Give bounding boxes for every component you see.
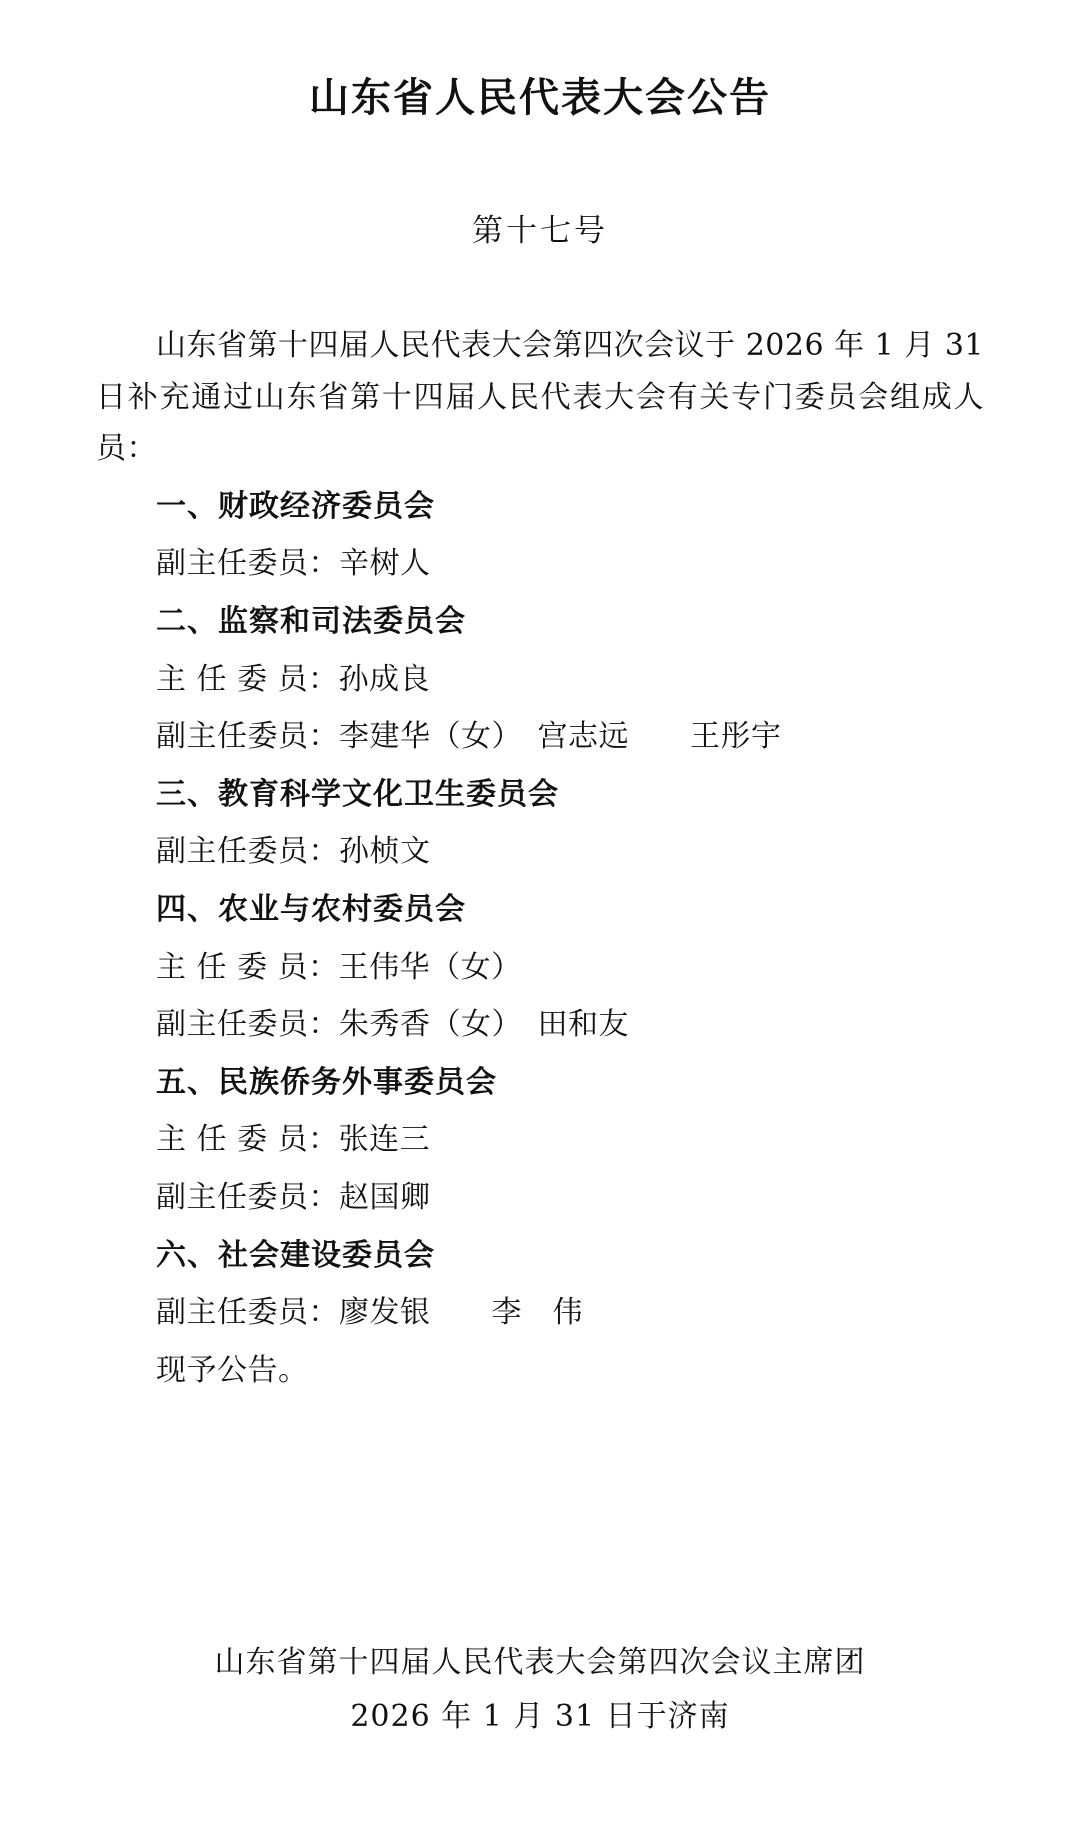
section-entry: 副主任委员：赵国卿 [156, 1179, 431, 1215]
section-heading: 六、社会建设委员会 [156, 1237, 435, 1273]
page-title: 山东省人民代表大会公告 [309, 75, 771, 121]
section-heading: 三、教育科学文化卫生委员会 [156, 776, 559, 812]
section-heading: 四、农业与农村委员会 [156, 891, 466, 927]
section-heading: 五、民族侨务外事委员会 [156, 1064, 497, 1100]
section-education-science-culture-health [96, 769, 984, 878]
document-body [96, 320, 984, 1396]
signature-block [96, 1636, 984, 1783]
intro-paragraph: 山东省第十四届人民代表大会第四次会议于 2026 年 1 月 31 日补充通过山东省第十四届人民代表大会有关专门委员会组成人员： [96, 328, 984, 467]
section-financial-economic [96, 481, 984, 590]
section-entry: 副主任委员：孙桢文 [156, 834, 431, 870]
section-ethnic-overseas-foreign-affairs [96, 1057, 984, 1224]
closing-statement: 现予公告。 [156, 1352, 309, 1388]
section-entry: 主 任 委 员：王伟华（女） [156, 949, 522, 985]
section-social-construction [96, 1230, 984, 1339]
section-entry: 主 任 委 员：张连三 [156, 1122, 431, 1158]
section-entry: 副主任委员：李建华（女） 宫志远 王彤宇 [156, 719, 782, 755]
section-agriculture-rural [96, 884, 984, 1051]
section-entry: 主 任 委 员：孙成良 [156, 661, 431, 697]
section-entry: 副主任委员：廖发银 李 伟 [156, 1295, 583, 1331]
section-supervisory-judicial [96, 596, 984, 763]
signature-date: 2026 年 1 月 31 日于济南 [350, 1698, 730, 1734]
section-entry: 副主任委员：朱秀香（女） 田和友 [156, 1007, 629, 1043]
document-number: 第十七号 [472, 213, 608, 249]
section-heading: 一、财政经济委员会 [156, 488, 435, 524]
section-heading: 二、监察和司法委员会 [156, 603, 466, 639]
section-entry: 副主任委员：辛树人 [156, 546, 431, 582]
signature-issuer: 山东省第十四届人民代表大会第四次会议主席团 [214, 1645, 866, 1681]
